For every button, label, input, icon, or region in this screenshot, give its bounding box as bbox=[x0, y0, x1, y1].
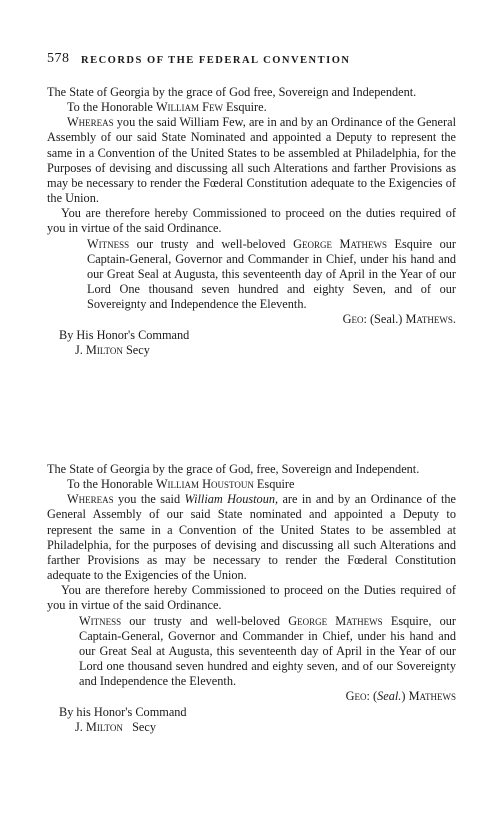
commission-paragraph: You are therefore hereby Commissioned to proceed on the duties required of you in virtue of the said Ordinance. bbox=[47, 206, 456, 236]
addressee-name: William Few bbox=[155, 100, 223, 115]
signature-line: Geo: (Seal.) Mathews. bbox=[342, 312, 456, 327]
witness-paragraph: Witness our trusty and well-beloved George Mathews Esquire our Captain-General, Governor and Commander in Chief, under his hand and our Great Seal at Augusta, this seventeenth day of April in the Year of our Lord One thousand seven hundred and eighty Seven, and of our Sovereignty and Independence the Eleventh. bbox=[87, 236, 456, 312]
doc-heading: The State of Georgia by the grace of God, free, Sovereign and Independent. bbox=[47, 462, 420, 476]
command-line: By His Honor's Command bbox=[59, 327, 190, 342]
governor-name: George Mathews bbox=[293, 236, 387, 251]
secretary-line: J. Milton Secy bbox=[75, 719, 157, 734]
page-number: 578 bbox=[47, 51, 70, 66]
page-header bbox=[47, 51, 457, 69]
secretary-line: J. Milton Secy bbox=[75, 342, 150, 357]
command-line: By his Honor's Command bbox=[59, 704, 187, 719]
whereas-paragraph: Whereas you the said William Houstoun, are in and by an Ordinance of the General Assembly of our said State nominated and appointed a Deputy to represent the same in a Convention of the United States to be assembled at Philadelphia, for the purposes of devising and discussing all such Alterations and farther Provisions as may be necessary to render the Fœderal Constitution adequate to the Exigencies of the Union. bbox=[47, 492, 456, 583]
addressee-name-italic: William Houstoun, bbox=[184, 492, 279, 507]
addressee-name: William Houstoun bbox=[155, 477, 254, 492]
commission-william-houstoun bbox=[47, 462, 456, 735]
signature-line: Geo: (Seal.) Mathews bbox=[345, 689, 456, 704]
commission-paragraph: You are therefore hereby Commissioned to proceed on the Duties required of you in virtue of the said Ordinance. bbox=[47, 583, 456, 613]
address-line: To the Honorable William Houstoun Esquire bbox=[67, 477, 295, 492]
address-line: To the Honorable William Few Esquire. bbox=[67, 100, 267, 115]
commission-william-few bbox=[47, 85, 456, 358]
whereas-paragraph: Whereas you the said William Few, are in and by an Ordinance of the General Assembly of our said State Nominated and appointed a Deputy to represent the same in a Convention of the United States to be assembled at Philadelphia, for the Purposes of devising and discussing all such Alterations and farther Provisions as may be necessary to render the Fœderal Constitution adequate to the Exigencies of the Union. bbox=[47, 115, 456, 206]
witness-paragraph: Witness our trusty and well-beloved George Mathews Esquire, our Captain-General, Governor and Commander in Chief, under his hand and our Great Seal at Augusta, this seventeenth day of April in the Year of our Lord one thousand seven hundred and eighty seven, and of our Sovereignty and Independence the Eleventh. bbox=[79, 613, 456, 689]
running-title: RECORDS OF THE FEDERAL CONVENTION bbox=[81, 55, 351, 66]
governor-name: George Mathews bbox=[288, 613, 383, 628]
doc-heading: The State of Georgia by the grace of God free, Sovereign and Independent. bbox=[47, 85, 417, 99]
